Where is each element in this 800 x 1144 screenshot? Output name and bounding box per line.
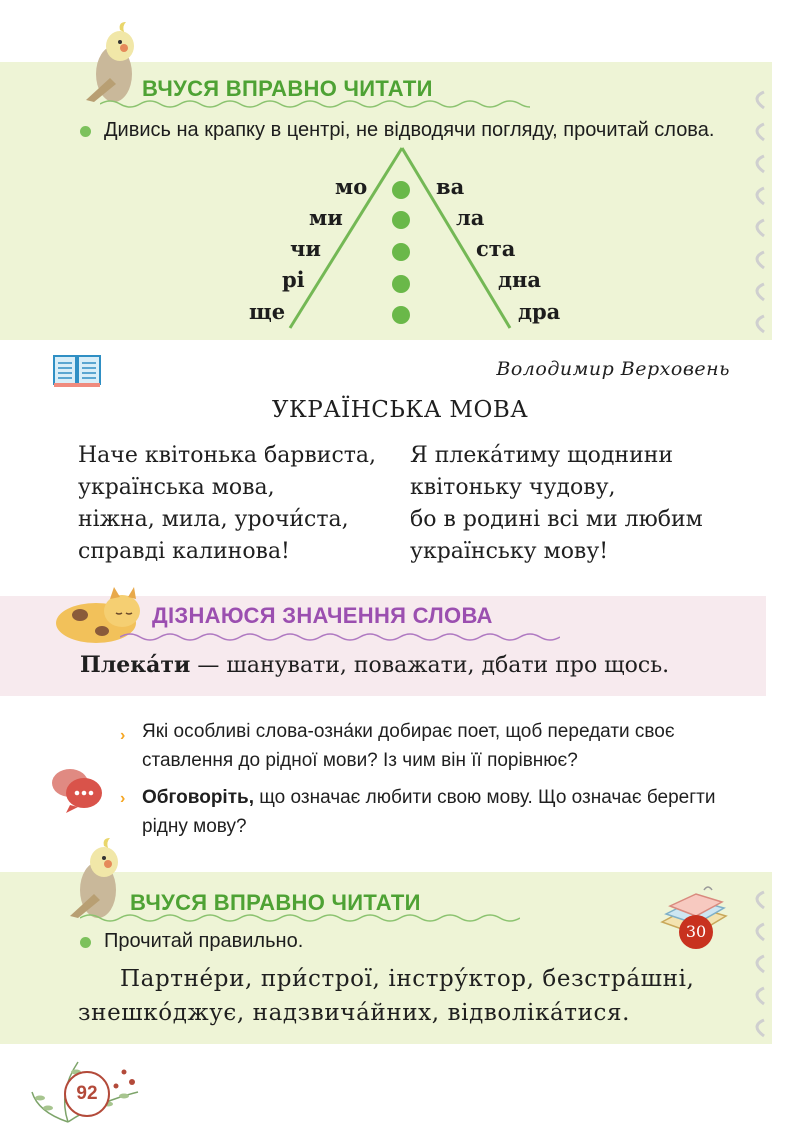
poem-stanza-1 [78, 440, 376, 568]
open-book-icon [52, 354, 102, 388]
instruction-text: Прочитай правильно. [104, 930, 304, 952]
parrot-icon [64, 838, 134, 922]
section-title-reading-2: ВЧУСЯ ВПРАВНО ЧИТАТИ [130, 890, 421, 915]
practice-line-1: Партне́ри, при́строї, інстру́ктор, безстра́шні, [120, 966, 695, 992]
focus-dot [392, 243, 410, 261]
poem-line: українську мову! [410, 539, 609, 564]
bullet-dot [80, 937, 91, 948]
syllable-right-5: дра [518, 299, 561, 324]
focus-dot [392, 211, 410, 229]
notebook-spiral-decoration [728, 62, 772, 340]
question-2-text: що означає любити свою мову. Що означає берегти рідну мову? [142, 787, 716, 837]
question-1: Які особливі слова-озна́ки добирає поет, щоб передати своє ставлення до рідної мови? Із чим він її порівнює? [142, 721, 675, 771]
parrot-icon [80, 22, 150, 106]
definition-text: — шанувати, поважати, дбати про щось. [190, 653, 670, 678]
focus-dot [392, 306, 410, 324]
poem-line: українська мова, [78, 475, 275, 500]
poem-author: Володимир Верховень [496, 358, 730, 380]
poem-line: справді калинова! [78, 539, 290, 564]
discussion-speech-bubbles-icon [50, 765, 106, 813]
exercise-number-badge: 30 [679, 915, 713, 949]
poem-title: УКРАЇНСЬКА МОВА [271, 397, 529, 423]
syllable-right-2: ла [456, 205, 485, 230]
syllable-left-4: рі [282, 267, 305, 292]
bullet-dot [80, 126, 91, 137]
question-2-emphasis: Обговоріть, [142, 787, 254, 808]
focus-dot [392, 275, 410, 293]
syllable-left-2: ми [309, 205, 343, 230]
poem-stanza-2 [410, 440, 703, 568]
poem-line: Наче квітонька барвиста, [78, 443, 377, 468]
bullet-arrow-icon: › [120, 790, 126, 807]
question-2 [142, 783, 752, 841]
syllable-right-1: ва [436, 174, 465, 199]
poem-line: бо в родині всі ми любим [410, 507, 703, 532]
wavy-underline [80, 912, 520, 924]
poem-line: квітоньку чудову, [410, 475, 616, 500]
word-definition [80, 652, 669, 678]
syllable-right-4: дна [498, 267, 541, 292]
syllable-right-3: ста [476, 236, 516, 261]
section-title-word-meaning: ДІЗНАЮСЯ ЗНАЧЕННЯ СЛОВА [152, 603, 493, 628]
focus-dot [392, 181, 410, 199]
practice-line-2: знешко́джує, надзвича́йних, відволіка́тися. [78, 1000, 631, 1026]
instruction-text: Дивись на крапку в центрі, не відводячи погляду, прочитай слова. [104, 119, 715, 141]
bullet-arrow-icon: › [120, 727, 126, 744]
pyramid-lines [270, 140, 560, 330]
defined-term: Плека́ти [80, 652, 191, 678]
poem-line: ніжна, мила, урочи́ста, [78, 507, 349, 532]
poem-line: Я плека́тиму щоднини [410, 443, 674, 468]
syllable-left-5: ще [249, 299, 286, 324]
syllable-left-1: мо [335, 174, 368, 199]
page-number: 92 [64, 1071, 110, 1117]
syllable-left-3: чи [290, 236, 321, 261]
section-title-reading-1: ВЧУСЯ ВПРАВНО ЧИТАТИ [142, 76, 433, 101]
wavy-underline [100, 98, 530, 110]
wavy-underline [120, 631, 560, 643]
